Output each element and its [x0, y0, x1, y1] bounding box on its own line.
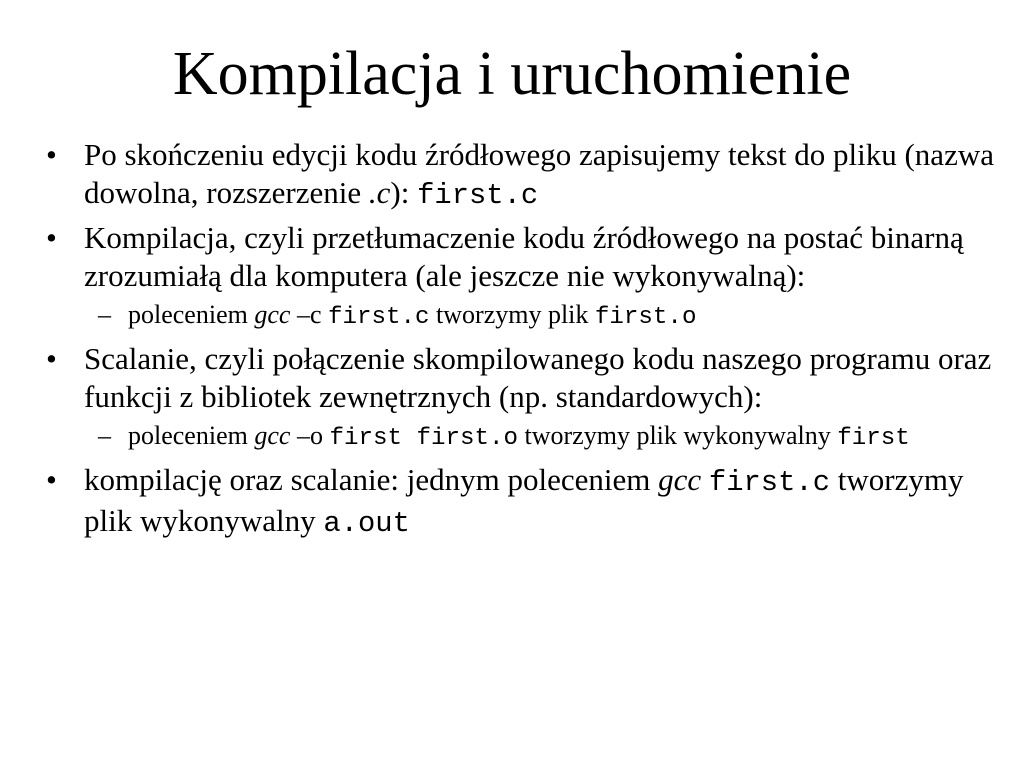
bullet-text: Po skończeniu edycji kodu źródłowego zapisujemy tekst do pliku (nazwa dowolna, rozszerzenie	[84, 137, 994, 210]
bullet-marker: •	[46, 462, 57, 497]
bullet-text-after	[701, 462, 709, 497]
link-args-code: first first.o	[329, 425, 519, 452]
sub-text: poleceniem	[128, 421, 255, 450]
bullet-list	[40, 136, 1000, 547]
command-flag: –o	[290, 421, 330, 450]
bullet-text: kompilację oraz scalanie: jednym poleceniem	[84, 462, 659, 497]
source-file-code: first.c	[708, 466, 831, 499]
sub-item-compile-command	[40, 299, 1000, 334]
bullet-item-save-file	[40, 136, 1000, 215]
command-name: gcc	[254, 421, 291, 450]
filename-code: first.c	[417, 179, 539, 212]
dash-marker: –	[98, 300, 111, 329]
object-file-code: first.o	[594, 304, 697, 331]
dash-marker: –	[98, 421, 111, 450]
sub-item-link-command	[40, 420, 1000, 455]
bullet-text: Kompilacja, czyli przetłumaczenie kodu źródłowego na postać binarną zrozumiałą dla komputera (ale jeszcze nie wykonywalną):	[84, 220, 964, 293]
bullet-item-linking	[40, 340, 1000, 416]
bullet-text-2: tworzymy plik wykonywalny	[84, 462, 964, 538]
bullet-text-after: ):	[390, 175, 418, 210]
bullet-item-compilation	[40, 219, 1000, 295]
executable-code: first	[837, 425, 910, 452]
source-file-code: first.c	[327, 304, 430, 331]
output-file-code: a.out	[323, 507, 410, 540]
bullet-item-compile-and-link	[40, 461, 1000, 543]
sub-text: poleceniem	[128, 300, 255, 329]
command-name: gcc	[254, 300, 291, 329]
bullet-marker: •	[46, 137, 57, 172]
command-flag: –c	[290, 300, 328, 329]
file-extension: .c	[368, 175, 391, 210]
bullet-text: Scalanie, czyli połączenie skompilowanego kodu naszego programu oraz funkcji z bibliotek zewnętrznych (np. standardowych):	[84, 341, 992, 414]
sub-text-mid: tworzymy plik	[429, 300, 595, 329]
bullet-marker: •	[46, 341, 57, 376]
command-name: gcc	[658, 462, 702, 497]
bullet-marker: •	[46, 220, 57, 255]
sub-text-mid: tworzymy plik wykonywalny	[518, 421, 838, 450]
slide-title: Kompilacja i uruchomienie	[172, 40, 852, 108]
